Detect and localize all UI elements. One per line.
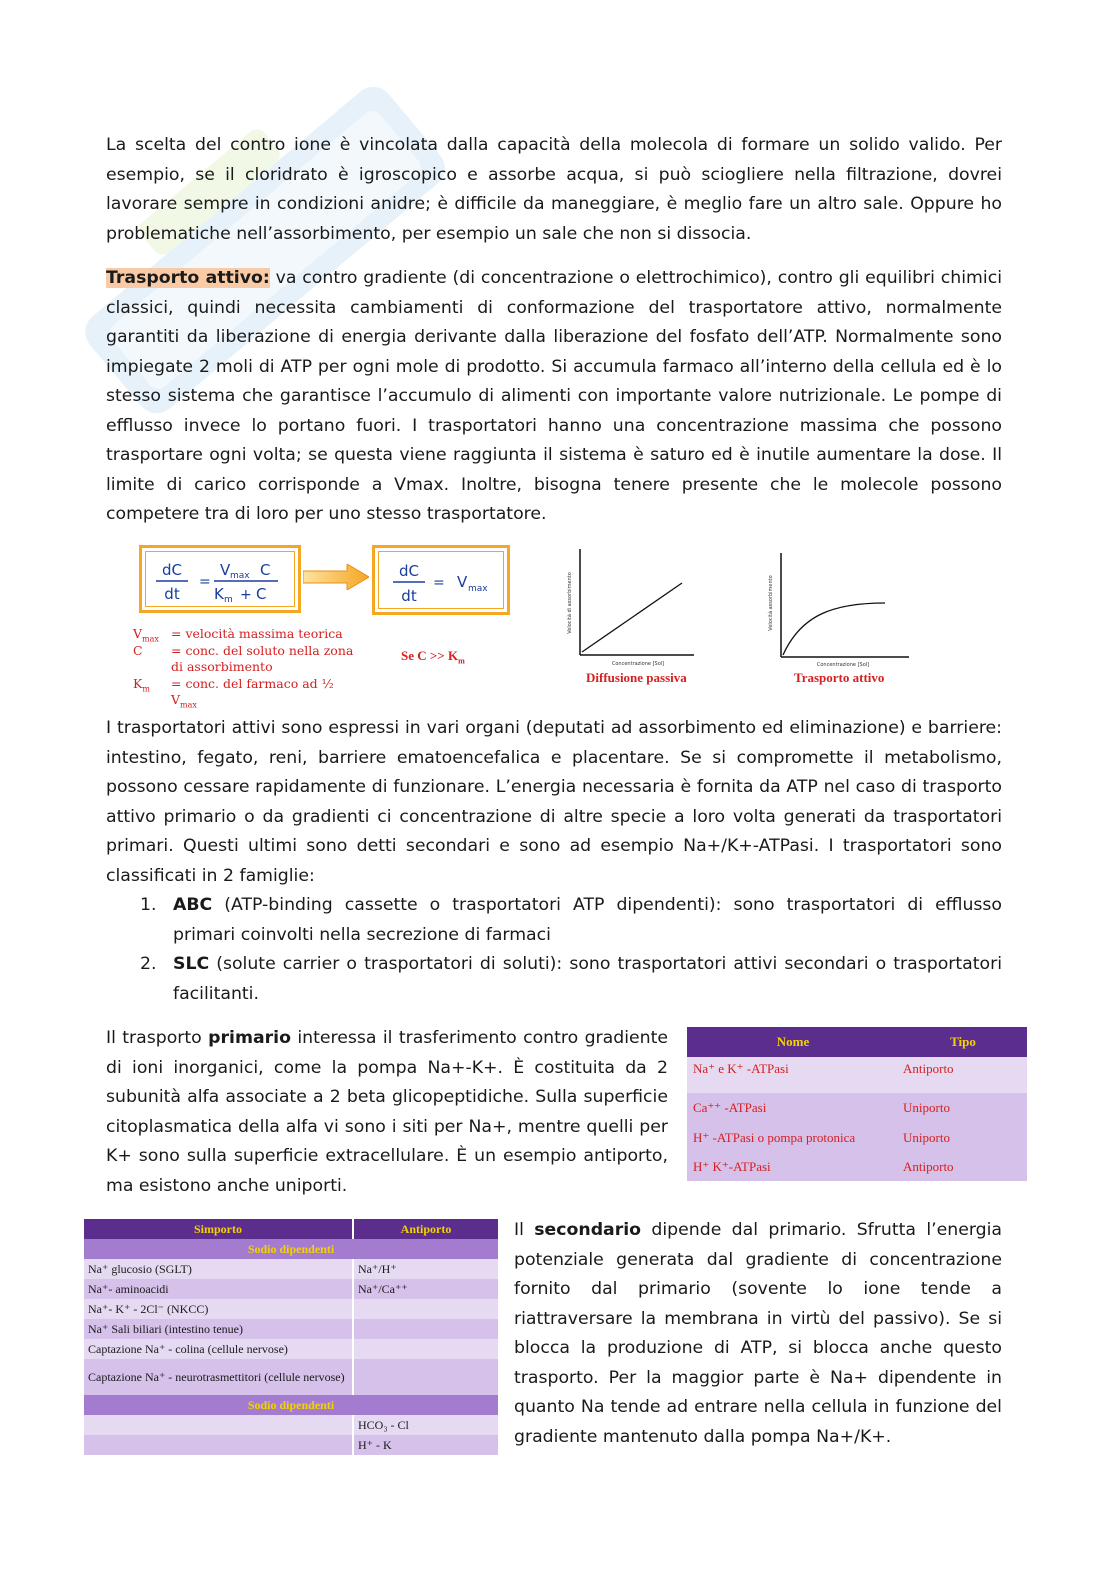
table-row: Ca⁺⁺ -ATPasi Uniporto bbox=[687, 1093, 1027, 1123]
paragraph-counter-ion: La scelta del contro ione è vincolata dalla capacità della molecola di formare un solido valido. Per esempio, se il cloridrato è igroscopico e assorbe acqua, si può sciogliere nella filtrazione, dovrei lavorare sempre in condizioni anidre; è difficile da maneggiare, è meglio fare un altro sale. Oppure ho problematiche nell’assorbimento, per esempio un sale che non si dissocia. bbox=[106, 135, 1002, 244]
passive-diffusion-line bbox=[582, 583, 682, 652]
group-row-sodio-2: Sodio dipendenti bbox=[247, 1397, 335, 1412]
graph1-caption: Diffusione passiva bbox=[586, 670, 687, 685]
formula-km: K bbox=[214, 585, 224, 603]
paragraph-primary: Il trasporto primario interessa il trasferimento contro gradiente di ioni inorganici, come la pompa Na+-K+. È costituita da 2 subunità alfa associate a 2 beta glicopeptidiche. Sulla superficie citoplasmatica della alfa vi sono i siti per Na+, mentre quelli per K+ sono sulla superficie extracellulare. È un esempio antiporto, ma esistono anche uniporti. bbox=[106, 1028, 668, 1196]
list-item: 2. SLC (solute carrier o trasportatori di soluti): sono trasportatori attivi secondari o trasportatori facilitanti. bbox=[140, 954, 1002, 1004]
michaelis-formula bbox=[142, 548, 298, 610]
paragraph-transporters: I trasportatori attivi sono espressi in vari organi (deputati ad assorbimento ed eliminazione) e barriere: intestino, fegato, reni, barriere ematoencefalica e placentare. Se si compromette il metabolismo, possono cessare rapidamente di funzionare. L’energia necessaria è fornita da ATP nel caso di trasporto attivo primario o da gradienti ci concentrazione di altre specie a loro volta generati da trasportatori primari. Questi ultimi sono detti secondari e sono ad esempio Na+/K+-ATPasi. I trasportatori sono classificati in 2 famiglie: bbox=[106, 718, 1002, 886]
paragraph-active-transport bbox=[106, 264, 1002, 530]
table-header-simporto: Simporto bbox=[84, 1219, 353, 1239]
formula-c-bottom: C bbox=[256, 585, 267, 603]
table-row: Na⁺ e K⁺ -ATPasi Antiporto bbox=[687, 1057, 1027, 1093]
table-header-nome: Nome bbox=[776, 1034, 810, 1049]
formula2-vmax-sub: max bbox=[468, 584, 488, 594]
formula2-dt: dt bbox=[401, 587, 417, 605]
arrow-right-icon bbox=[303, 564, 369, 590]
table-row: Na⁺ Sali biliari (intestino tenue) bbox=[84, 1319, 498, 1339]
legend-vmax: = velocità massima teorica bbox=[171, 626, 343, 641]
paragraph-secondary: Il secondario dipende dal primario. Sfrutta l’energia potenziale generata dal gradiente di concentrazione fornito dal primario (sovente lo ione tende a riattraversare la membrana in virtù del passivo). Se si blocca la produzione di ATP, si blocca anche questo trasporto. Per la maggior parte è Na+ dipendente in quanto Na tende ad entrare nella cellula in funzione del gradiente mantenuto dalla pompa Na+/K+. bbox=[514, 1220, 1002, 1447]
active-transport-graph bbox=[763, 545, 913, 675]
table-header-antiporto: Antiporto bbox=[400, 1221, 452, 1236]
formula-plus: + bbox=[240, 587, 252, 603]
formula-eq: = bbox=[199, 574, 211, 590]
group-row-sodio: Sodio dipendenti bbox=[247, 1241, 335, 1256]
formula2-dC: dC bbox=[399, 562, 419, 580]
formula-vmax: V bbox=[220, 561, 231, 579]
active-transport-curve bbox=[783, 603, 885, 655]
graph2-xlabel: Concentrazione [Sol] bbox=[816, 662, 870, 668]
graph1-ylabel: Velocità di assorbimento bbox=[567, 572, 573, 634]
secondary-transporters-table bbox=[84, 1219, 498, 1455]
michaelis-formula-box bbox=[139, 545, 301, 613]
graph2-ylabel: Velocità assorbimento bbox=[768, 575, 774, 631]
table-row: H⁺ -ATPasi o pompa protonica Uniporto bbox=[687, 1123, 1027, 1153]
table-row: Na⁺ glucosio (SGLT) Na⁺/H⁺ bbox=[84, 1259, 498, 1279]
saturation-formula bbox=[375, 548, 507, 612]
graph1-xlabel: Concentrazione [Sol] bbox=[611, 661, 665, 667]
table-row: Captazione Na⁺ - neurotrasmettitori (cellule nervose) bbox=[84, 1359, 498, 1395]
table-row: HCO₃ - Cl bbox=[84, 1415, 498, 1435]
formula-c-top: C bbox=[260, 561, 271, 579]
legend-km: = conc. del farmaco ad ½ V bbox=[171, 675, 334, 707]
table-row: H⁺ K⁺-ATPasi Antiporto bbox=[687, 1153, 1027, 1181]
formula-vmax-sub: max bbox=[230, 571, 250, 581]
formula-km-sub: m bbox=[224, 595, 233, 605]
list-item: 1. ABC (ATP-binding cassette o trasportatori ATP dipendenti): sono trasportatori di efflusso primari coinvolti nella secrezione di farmaci bbox=[140, 895, 1002, 945]
formula2-eq: = bbox=[433, 575, 445, 591]
formula2-vmax: V bbox=[457, 573, 468, 591]
transporter-families-list bbox=[106, 891, 1002, 1009]
table-row: H⁺ - K bbox=[84, 1435, 498, 1455]
passive-diffusion-graph bbox=[560, 545, 700, 675]
formula-legend: $V_{max}$ = velocità massima teorica C = conc. del soluto nella zona di assorbimento $K_m$ = conc. del farmaco ad ½ $V_{max}$ bbox=[133, 626, 354, 710]
table-row: Captazione Na⁺ - colina (cellule nervose) bbox=[84, 1339, 498, 1359]
table-header-tipo: Tipo bbox=[950, 1034, 976, 1049]
table-row: Na⁺- aminoacidi Na⁺/Ca⁺⁺ bbox=[84, 1279, 498, 1299]
paragraph-active-transport-text: va contro gradiente (di concentrazione o elettrochimico), contro gli equilibri chimici classici, quindi necessita cambiamenti di conformazione del trasportatore attivo, normalmente garantiti da liberazione di energia derivante dalla liberazione del fosfato dell’ATP. Normalmente sono impiegate 2 moli di ATP per ogni mole di prodotto. Si accumula farmaco all’interno della cellula ed è lo stesso sistema che garantisce l’accumulo di alimenti con importante valore nutrizionale. Le pompe di efflusso invece lo portano fuori. I trasportatori hanno una concentrazione massima che possono trasportare ogni volta; se questa viene raggiunta il sistema è saturo ed è inutile aumentare la dose. Il limite di carico corrisponde a Vmax. Inoltre, bisogna tenere presente che le molecole possono competere tra di loro per uno stesso trasportatore. bbox=[106, 268, 1002, 524]
primary-transporters-table bbox=[687, 1027, 1027, 1181]
highlight-active-transport: Trasporto attivo: bbox=[106, 268, 270, 288]
saturation-formula-box bbox=[372, 545, 510, 615]
formula-dC: dC bbox=[162, 561, 182, 579]
formula-dt: dt bbox=[164, 585, 180, 603]
condition-label: Se $C >> K_m$ bbox=[401, 648, 465, 666]
legend-c: = conc. del soluto nella zona di assorbimento bbox=[171, 642, 354, 674]
table-row: Na⁺- K⁺ - 2Cl⁻ (NKCC) bbox=[84, 1299, 498, 1319]
graph2-caption: Trasporto attivo bbox=[794, 670, 885, 685]
